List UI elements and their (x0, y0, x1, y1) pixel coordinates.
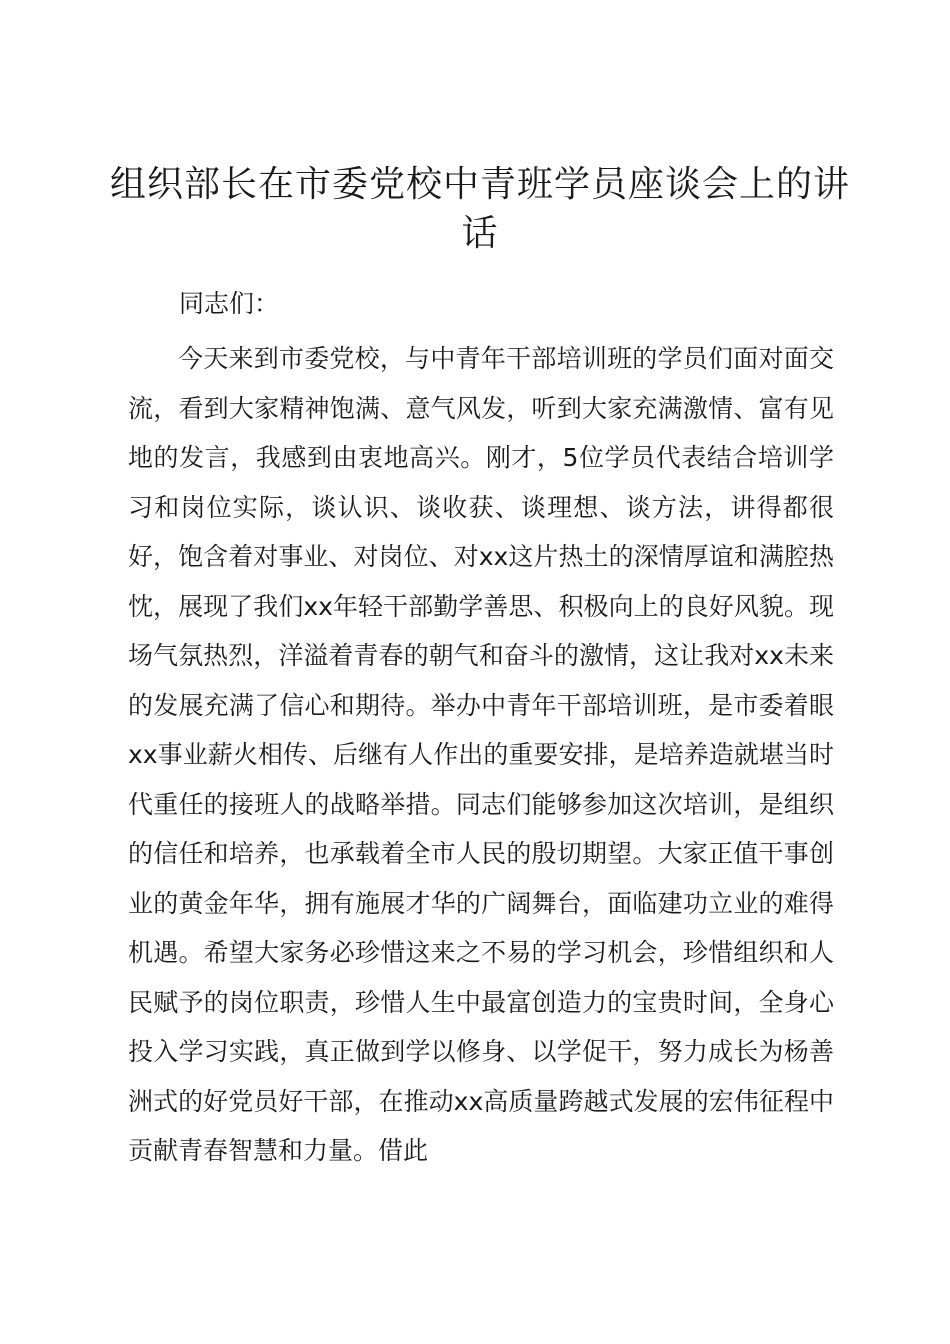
document-title: 组织部长在市委党校中青班学员座谈会上的讲话 (110, 164, 851, 254)
body-paragraph: 今天来到市委党校，与中青年干部培训班的学员们面对面交流，看到大家精神饱满、意气风发，听到大家充满激情、富有见地的发言，我感到由衷地高兴。刚才，5位学员代表结合培训学习和岗位实际，谈认识、谈收获、谈理想、谈方法，讲得都很好，饱含着对事业、对岗位、对xx这片热土的深情厚谊和满腔热忱，展现了我们xx年轻干部勤学善思、积极向上的良好风貌。现场气氛热烈，洋溢着青春的朝气和奋斗的激情，这让我对xx未来的发展充满了信心和期待。举办中青年干部培训班，是市委着眼xx事业薪火相传、后继有人作出的重要安排，是培养造就堪当时代重任的接班人的战略举措。同志们能够参加这次培训，是组织的信任和培养，也承载着全市人民的殷切期望。大家正值干事创业的黄金年华，拥有施展才华的广阔舞台，面临建功立业的难得机遇。希望大家务必珍惜这来之不易的学习机会，珍惜组织和人民赋予的岗位职责，珍惜人生中最富创造力的宝贵时间，全身心投入学习实践，真正做到学以修身、以学促干，努力成长为杨善洲式的好党员好干部，在推动xx高质量跨越式发展的宏伟征程中贡献青春智慧和力量。借此 (128, 344, 834, 1165)
greeting-line: 同志们： (179, 289, 280, 318)
